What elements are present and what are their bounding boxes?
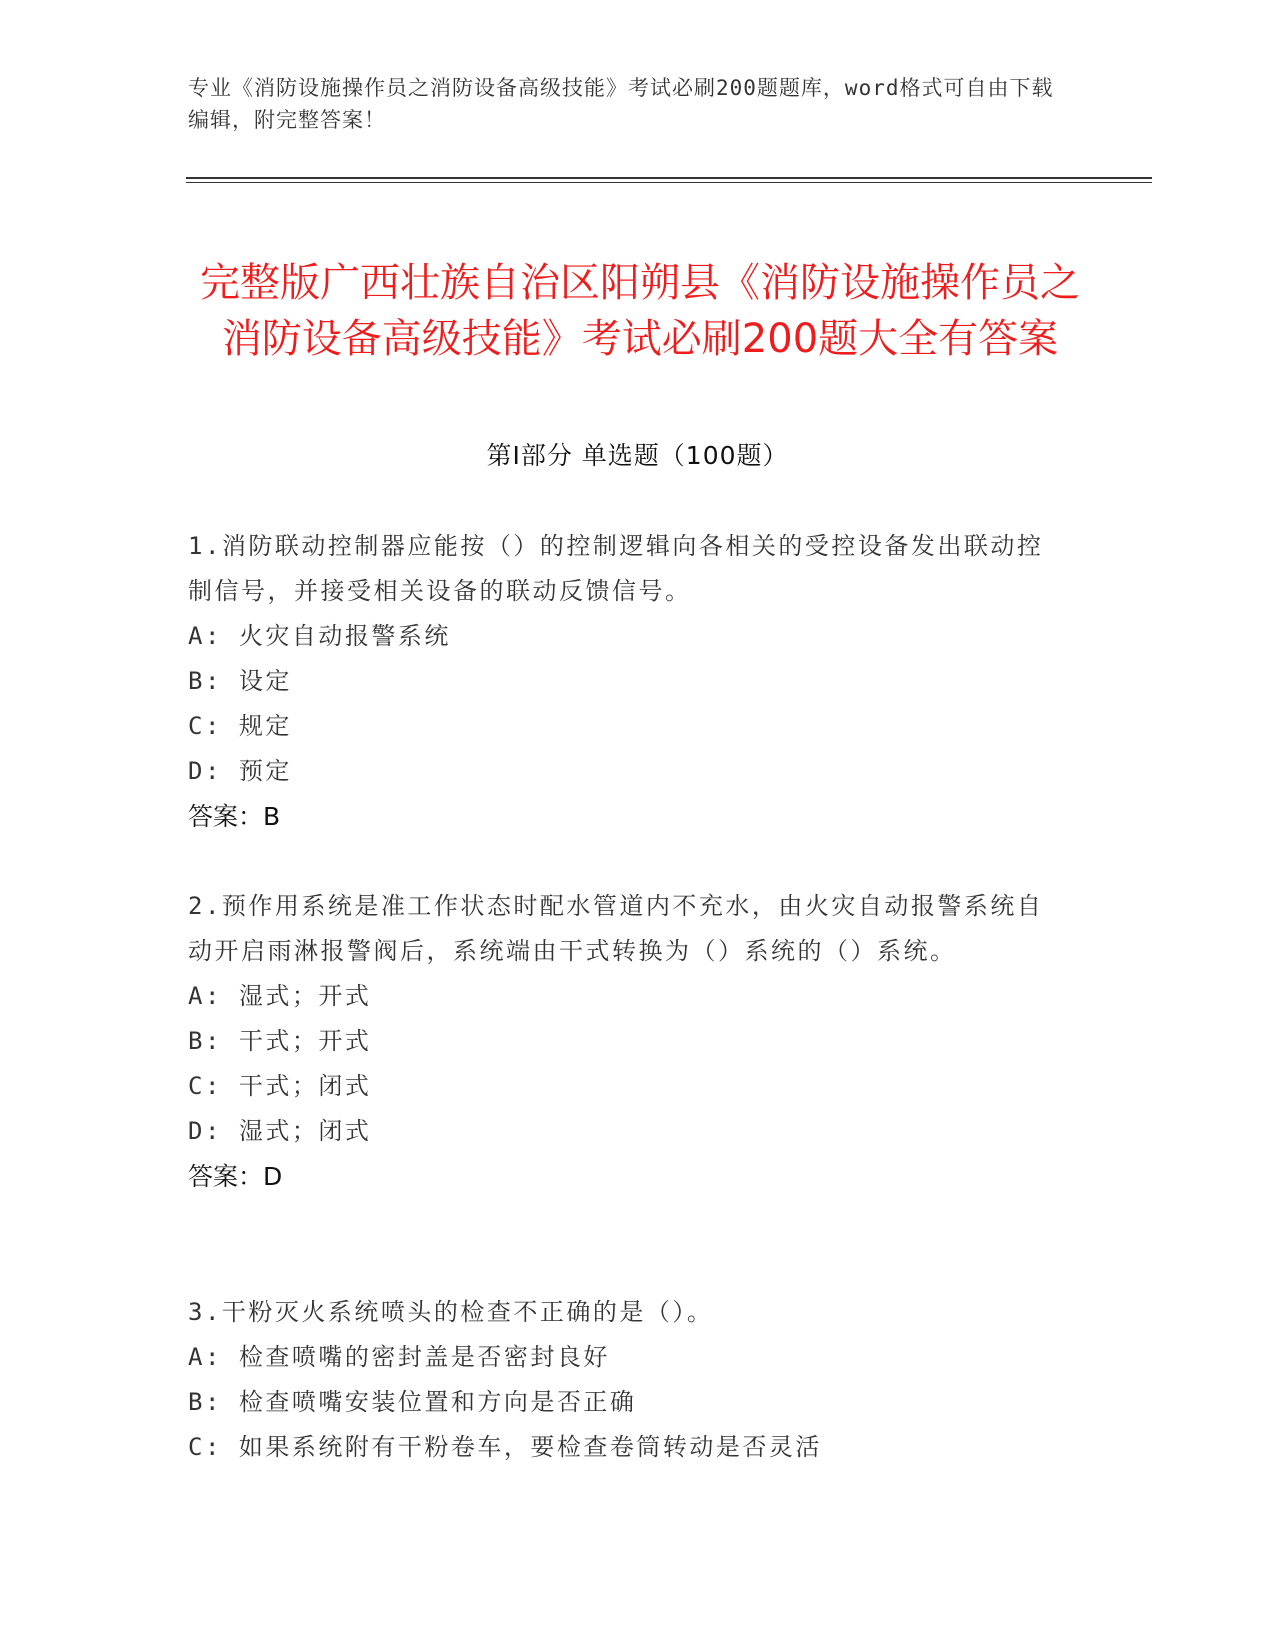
document-title: 完整版广西壮族自治区阳朔县《消防设施操作员之消防设备高级技能》考试必刷200题大全有答案 — [200, 259, 1080, 362]
question-stem: 1.消防联动控制器应能按（）的控制逻辑向各相关的受控设备发出联动控制信号，并接受相关设备的联动反馈信号。 — [188, 532, 1044, 605]
option-a: A: 湿式；开式 — [188, 982, 372, 1010]
option-c: C: 如果系统附有干粉卷车，要检查卷筒转动是否灵活 — [188, 1433, 822, 1461]
section-title: 第Ⅰ部分 单选题（100题） — [486, 441, 789, 470]
header-note: 专业《消防设施操作员之消防设备高级技能》考试必刷200题题库，word格式可自由下载编辑，附完整答案！ — [188, 76, 1054, 132]
option-d: D: 湿式；闭式 — [188, 1117, 372, 1145]
option-c: C: 规定 — [188, 712, 292, 740]
option-b: B: 设定 — [188, 667, 292, 695]
question-stem: 3.干粉灭火系统喷头的检查不正确的是（）。 — [188, 1298, 714, 1326]
header-divider-thick — [186, 177, 1152, 179]
option-a: A: 检查喷嘴的密封盖是否密封良好 — [188, 1343, 610, 1371]
option-a: A: 火灾自动报警系统 — [188, 622, 451, 650]
answer: 答案：B — [188, 802, 281, 831]
option-b: B: 干式；开式 — [188, 1027, 372, 1055]
question-1 — [188, 524, 1068, 839]
header-divider-thin — [186, 182, 1152, 183]
question-3 — [188, 1290, 1068, 1470]
option-c: C: 干式；闭式 — [188, 1072, 372, 1100]
question-stem: 2.预作用系统是准工作状态时配水管道内不充水，由火灾自动报警系统自动开启雨淋报警阀后，系统端由干式转换为（）系统的（）系统。 — [188, 892, 1044, 965]
option-b: B: 检查喷嘴安装位置和方向是否正确 — [188, 1388, 637, 1416]
option-d: D: 预定 — [188, 757, 292, 785]
question-2 — [188, 884, 1068, 1199]
answer: 答案：D — [188, 1162, 283, 1191]
